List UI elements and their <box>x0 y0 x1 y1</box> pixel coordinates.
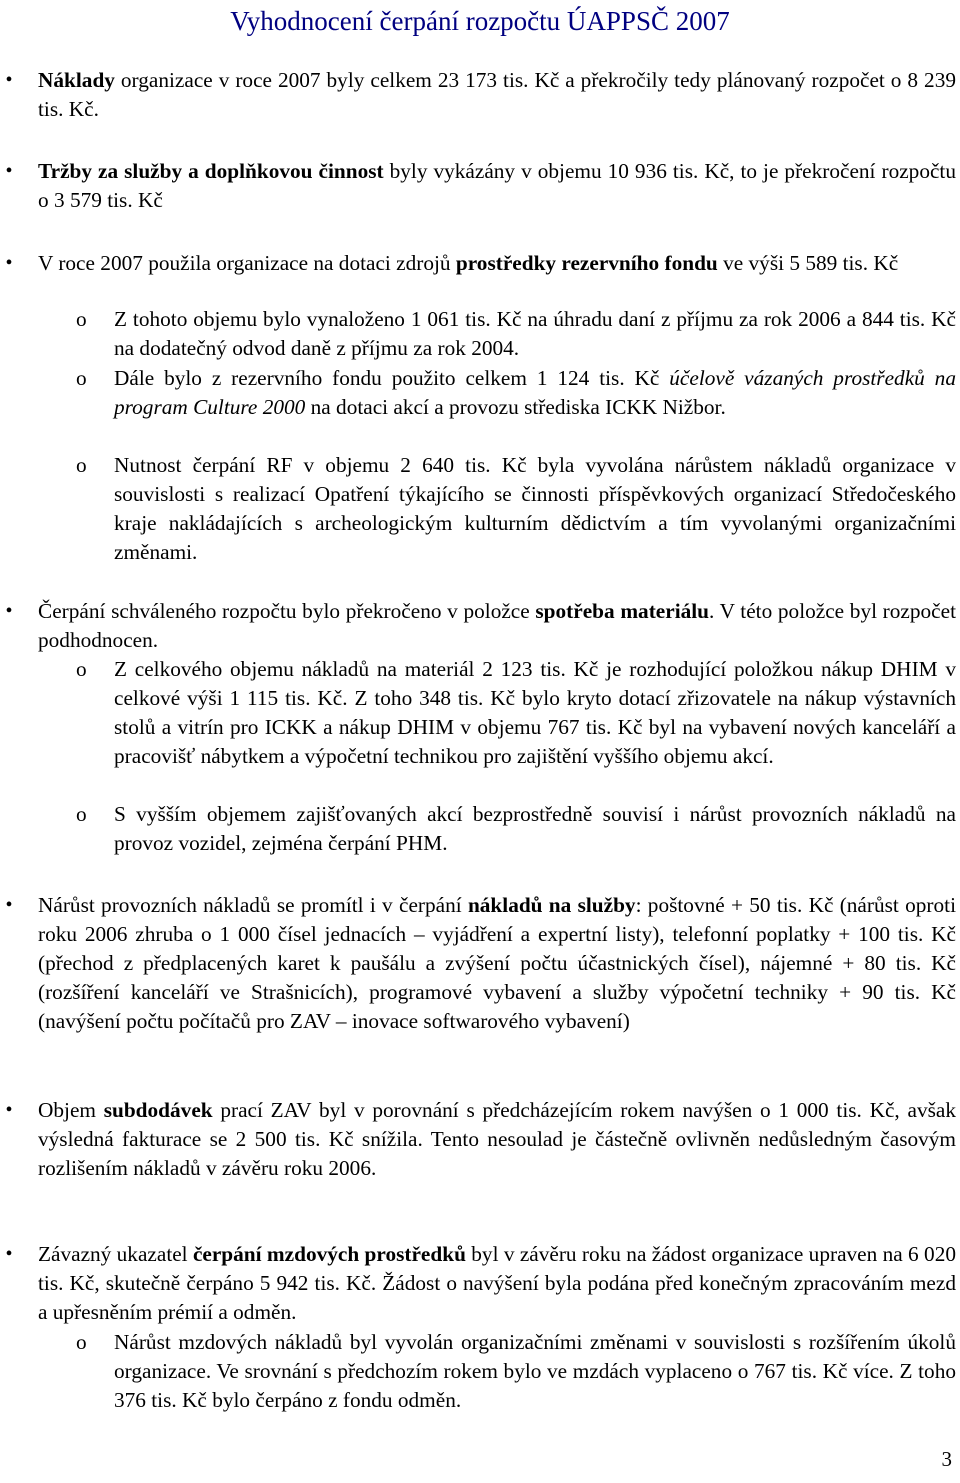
bold-term: Tržby za služby a doplňkovou činnost <box>38 159 384 183</box>
paragraph-subdodavky <box>5 1096 956 1183</box>
sub-bullet-icon: o <box>76 453 87 477</box>
subitem-mzdove-naklady <box>76 1328 956 1415</box>
paragraph-sluzby <box>5 891 956 1036</box>
subitem-cerpani-rf <box>76 451 956 567</box>
paragraph-mzdove-prostredky <box>5 1240 957 1327</box>
paragraph-naklady <box>5 66 956 124</box>
sub-bullet-icon: o <box>76 366 87 390</box>
text-run: Objem <box>38 1098 104 1122</box>
text-run: byly vykázány v objemu 10 936 tis. Kč, to je překročení rozpočtu o 3 579 tis. Kč <box>38 159 956 212</box>
page-title: Vyhodnocení čerpání rozpočtu ÚAPPSČ 2007 <box>230 6 730 36</box>
sub-bullet-icon: o <box>76 802 87 826</box>
text-run: ve výši 5 589 tis. Kč <box>717 251 899 275</box>
text-run: S vyšším objemem zajišťovaných akcí bezprostředně souvisí i nárůst provozních nákladů na provoz vozidel, zejména čerpání PHM. <box>114 802 956 855</box>
bold-term: nákladů na služby <box>467 893 636 917</box>
paragraph-rezervni-fond <box>5 249 956 278</box>
bullet-icon: • <box>5 600 13 622</box>
bold-term: čerpání mzdových prostředků <box>192 1242 466 1266</box>
page-number: 3 <box>941 1447 952 1471</box>
text-run: Nárůst mzdových nákladů byl vyvolán organizačními změnami v souvislosti s rozšířením úkolů organizace. Ve srovnání s předchozím rokem bylo ve mzdách vyplaceno o 767 tis. Kč více. Z toho 376 tis. Kč bylo čerpáno z fondu odměn. <box>114 1330 956 1412</box>
text-run: Závazný ukazatel <box>38 1242 193 1266</box>
sub-bullet-icon: o <box>76 307 87 331</box>
paragraph-spotreba-materialu <box>5 597 956 655</box>
text-run: prací ZAV byl v porovnání s předcházejícím rokem navýšen o 1 000 tis. Kč, avšak výsledná fakturace se 2 500 tis. Kč snížila. Tento nesoulad je částečně ovlivněn nedůsledným časovým rozlišením nákladů v závěru roku 2006. <box>38 1098 956 1180</box>
text-run: Čerpání schváleného rozpočtu bylo překročeno v položce <box>38 599 536 623</box>
bullet-icon: • <box>5 252 13 274</box>
bold-term: prostředky rezervního fondu <box>455 251 718 275</box>
sub-bullet-icon: o <box>76 657 87 681</box>
text-run: byl v závěru roku na žádost organizace upraven na 6 020 tis. Kč, skutečně čerpáno 5 942 tis. Kč. Žádost o navýšení byla podána před konečným zpracováním mezd a upřesněním prémií a odměn. <box>38 1242 957 1324</box>
bullet-icon: • <box>5 69 13 91</box>
bullet-icon: • <box>5 1243 13 1265</box>
text-run: Nárůst provozních nákladů se promítl i v čerpání <box>38 893 468 917</box>
paragraph-trzby <box>5 157 956 215</box>
text-run: organizace v roce 2007 byly celkem 23 173 tis. Kč a překročily tedy plánovaný rozpočet o 8 239 tis. Kč. <box>38 68 956 121</box>
subitem-culture-2000 <box>76 364 956 422</box>
italic-term: účelově vázaných prostředků na program Culture 2000 <box>114 366 956 419</box>
text-run: Dále bylo z rezervního fondu použito celkem 1 124 tis. Kč <box>114 366 670 390</box>
bold-term: subdodávek <box>103 1098 213 1122</box>
text-run: Nutnost čerpání RF v objemu 2 640 tis. Kč byla vyvolána nárůstem nákladů organizace v souvislosti s realizací Opatření týkajícího se činnosti příspěvkových organizací Středočeského kraje nakládajících s archeologickým kulturním dědictvím a tím vyvolanými organizačními změnami. <box>114 453 956 564</box>
bold-term: spotřeba materiálu <box>535 599 710 623</box>
text-run: Z tohoto objemu bylo vynaloženo 1 061 tis. Kč na úhradu daní z příjmu za rok 2006 a 844 tis. Kč na dodatečný odvod daně z příjmu za rok 2004. <box>114 307 956 360</box>
sub-bullet-icon: o <box>76 1330 87 1354</box>
text-run: . V této položce byl rozpočet podhodnocen. <box>38 599 956 652</box>
text-run: Z celkového objemu nákladů na materiál 2 123 tis. Kč je rozhodující položkou nákup DHIM v celkové výši 1 115 tis. Kč. Z toho 348 tis. Kč bylo kryto dotací zřizovatele na nákup výstavních stolů a vitrín pro ICKK a nákup DHIM v objemu 767 tis. Kč byl na vybavení nových kanceláří a pracovišť nábytkem a výpočetní technikou pro zajištění vyššího objemu akcí. <box>114 657 956 768</box>
subitem-dane <box>76 305 956 363</box>
subitem-material <box>76 655 956 771</box>
text-run: V roce 2007 použila organizace na dotaci zdrojů <box>38 251 456 275</box>
text-run: na dotaci akcí a provozu střediska ICKK Nižbor. <box>305 395 726 419</box>
bullet-icon: • <box>5 894 13 916</box>
text-run: : poštovné + 50 tis. Kč (nárůst oproti roku 2006 zhruba o 1 000 čísel jednacích – vyjádření a expertní listy), telefonní poplatky + 100 tis. Kč (přechod z předplacených karet k paušálu a zvýšení počtu účastnických čísel), nájemné + 80 tis. Kč (rozšíření kanceláří ve Strašnicích), programové vybavení a služby výpočetní techniky + 90 tis. Kč (navýšení počtu počítačů pro ZAV – inovace softwarového vybavení) <box>38 893 956 1033</box>
bold-term: Náklady <box>38 68 115 92</box>
bullet-icon: • <box>5 1099 13 1121</box>
subitem-phm <box>76 800 956 858</box>
bullet-icon: • <box>5 160 13 182</box>
